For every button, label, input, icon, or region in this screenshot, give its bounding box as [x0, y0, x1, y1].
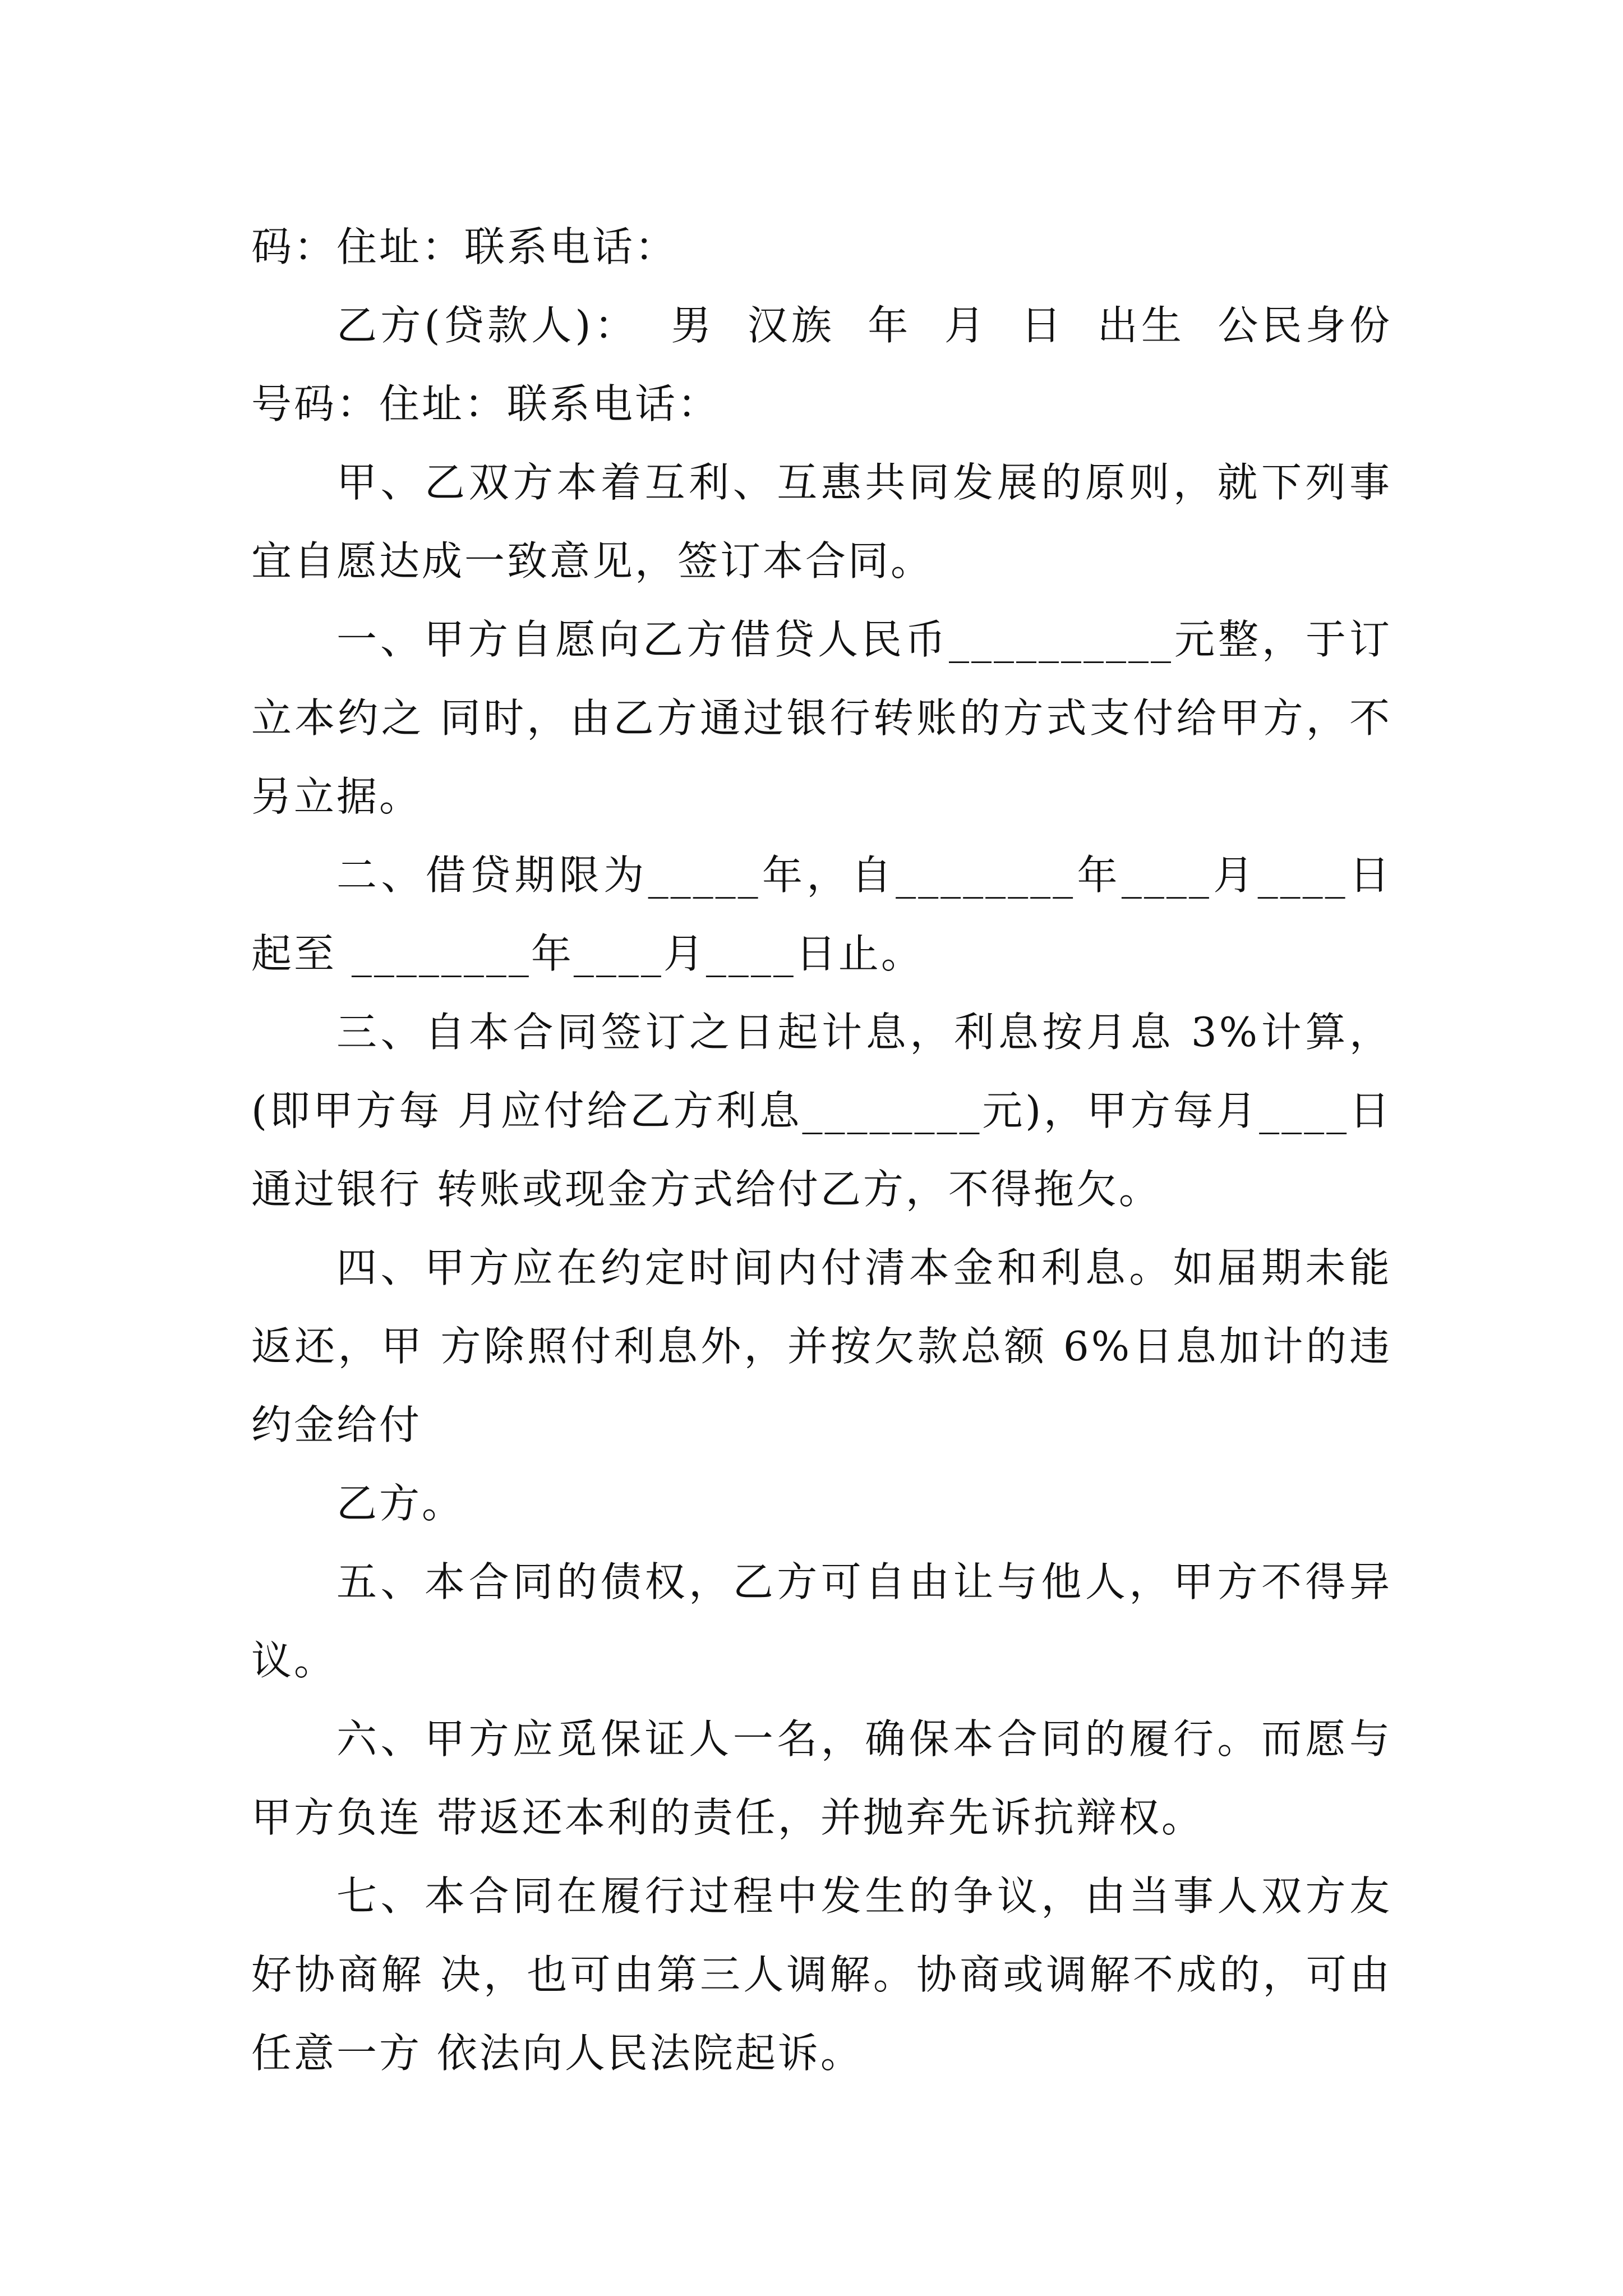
- document-page: [251, 208, 1392, 2092]
- clause-4-repayment: 四、甲方应在约定时间内付清本金和利息。如届期未能返还，甲 方除照付利息外，并按欠款总额 6%日息加计的违约金给付: [251, 1244, 1392, 1448]
- clause-3-interest: 三、自本合同签订之日起计息，利息按月息 3%计算，(即甲方每 月应付给乙方利息________元)，甲方每月____日通过银行 转账或现金方式给付乙方，不得拖欠。: [251, 1009, 1392, 1213]
- paragraph-party-b-info: 乙方(贷款人)： 男 汉族 年 月 日 出生 公民身份号码：住址：联系电话：: [251, 302, 1392, 427]
- paragraph-party-a-contact-continuation: 码：住址：联系电话：: [251, 223, 678, 270]
- clause-7-disputes: 七、本合同在履行过程中发生的争议，由当事人双方友好协商解 决，也可由第三人调解。协商或调解不成的，可由任意一方 依法向人民法院起诉。: [251, 1872, 1392, 2077]
- paragraph-preamble: 甲、乙双方本着互利、互惠共同发展的原则，就下列事宜自愿达成一致意见，签订本合同。: [251, 459, 1392, 585]
- clause-4-continuation: 乙方。: [336, 1480, 465, 1527]
- clause-5-assignment: 五、本合同的债权，乙方可自由让与他人，甲方不得异议。: [251, 1558, 1392, 1684]
- clause-1-loan-amount: 一、甲方自愿向乙方借贷人民币__________元整，于订立本约之 同时，由乙方通过银行转账的方式支付给甲方，不另立据。: [251, 616, 1392, 820]
- clause-2-loan-term: 二、借贷期限为_____年，自________年____月____日起至 ________年____月____日止。: [251, 852, 1392, 977]
- clause-6-guarantor: 六、甲方应觅保证人一名，确保本合同的履行。而愿与甲方负连 带返还本利的责任，并抛弃先诉抗辩权。: [251, 1715, 1392, 1841]
